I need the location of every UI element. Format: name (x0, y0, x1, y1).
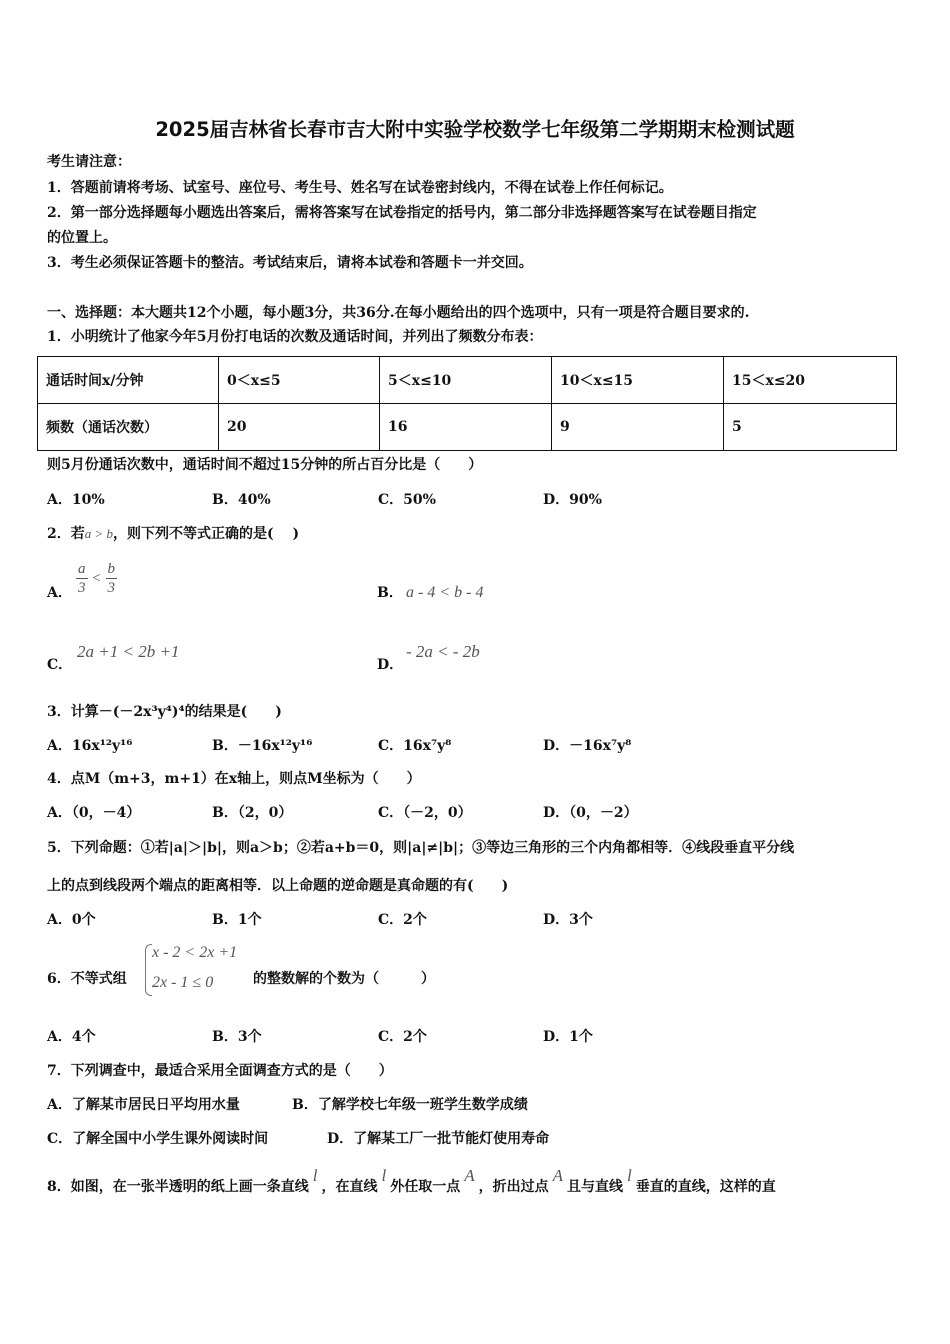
point-a-variable: A (552, 1166, 563, 1185)
q5-option-b[interactable]: B．1个 (212, 912, 262, 928)
q2-option-a-expr[interactable]: $\frac{a}{3}$ < $\frac{b}{3}$ (78, 561, 116, 596)
frequency-table (37, 356, 897, 451)
q5-stem-line2: 上的点到线段两个端点的距离相等．以上命题的逆命题是真命题的有( ) (47, 878, 509, 894)
q7-option-b[interactable]: B．了解学校七年级一班学生数学成绩 (292, 1097, 528, 1113)
table-row (38, 404, 897, 451)
q1-stem: 1．小明统计了他家今年5月份打电话的次数及通话时间，并列出了频数分布表： (47, 329, 543, 345)
q4-option-b[interactable]: B．（2，0） (212, 805, 293, 821)
q1-question: 则5月份通话次数中，通话时间不超过15分钟的所占百分比是（ ） (47, 457, 483, 473)
q3-stem: 3．计算－(－2x³y⁴)⁴的结果是( ) (47, 704, 282, 720)
section-heading: 一、选择题：本大题共12个小题，每小题3分，共36分.在每小题给出的四个选项中，只有一项是符合题目要求的. (47, 305, 750, 321)
q2-option-d-expr[interactable]: - 2a < - 2b (406, 642, 480, 661)
q2-option-b-expr[interactable]: a - 4 < b - 4 (406, 584, 484, 601)
q5-option-a[interactable]: A．0个 (47, 912, 96, 928)
q4-option-a[interactable]: A．（0，－4） (47, 805, 141, 821)
fraction: $\frac{b}{3}$ (107, 561, 116, 596)
q2-option-b-label[interactable]: B． (377, 585, 403, 601)
q6-stem-post: 的整数解的个数为（ ） (253, 971, 435, 987)
table-cell: 频数（通话次数） (38, 404, 219, 451)
q2-condition: a > b (84, 526, 114, 541)
q3-option-d[interactable]: D．－16x⁷y⁸ (543, 738, 632, 754)
q1-option-b[interactable]: B．40% (212, 492, 271, 508)
q6-stem-pre: 6．不等式组 (47, 971, 127, 987)
table-cell: 9 (552, 404, 724, 451)
q2-stem-pre: 2．若 (47, 526, 85, 542)
q7-stem: 7．下列调查中，最适合采用全面调查方式的是（ ） (47, 1063, 393, 1079)
notice-heading: 考生请注意： (47, 154, 131, 170)
q1-option-d[interactable]: D．90% (543, 492, 602, 508)
line-l-variable: l (312, 1166, 318, 1185)
q8-stem: 8．如图，在一张半透明的纸上画一条直线l，在直线l外任取一点A，折出过点A且与直线l垂直的直线，这样的直 (47, 1166, 776, 1195)
q4-stem: 4．点M（m+3，m+1）在x轴上，则点M坐标为（ ） (47, 771, 421, 787)
table-cell: 0＜x≤5 (219, 357, 380, 404)
q6-inequality-2: 2x - 1 ≤ 0 (152, 974, 214, 991)
q6-option-a[interactable]: A．4个 (47, 1029, 96, 1045)
point-a-variable: A (464, 1166, 475, 1185)
notice-item-2: 2．第一部分选择题每小题选出答案后，需将答案写在试卷指定的括号内，第二部分非选择题答案写在试卷题目指定 (47, 205, 757, 221)
q2-stem-post: ，则下列不等式正确的是( ) (113, 526, 300, 542)
q6-option-b[interactable]: B．3个 (212, 1029, 262, 1045)
table-cell: 5 (724, 404, 897, 451)
notice-item-3: 3．考生必须保证答题卡的整洁。考试结束后，请将本试卷和答题卡一并交回。 (47, 255, 533, 271)
table-cell: 15＜x≤20 (724, 357, 897, 404)
q6-inequality-1: x - 2 < 2x +1 (152, 944, 238, 961)
q5-option-d[interactable]: D．3个 (543, 912, 593, 928)
q6-option-d[interactable]: D．1个 (543, 1029, 593, 1045)
table-cell: 通话时间x/分钟 (38, 357, 219, 404)
q2-option-c-label[interactable]: C． (47, 657, 73, 673)
q5-option-c[interactable]: C．2个 (378, 912, 427, 928)
q3-option-a[interactable]: A．16x¹²y¹⁶ (47, 738, 133, 754)
q7-option-a[interactable]: A．了解某市居民日平均用水量 (47, 1097, 240, 1113)
q2-stem (47, 525, 299, 543)
table-cell: 10＜x≤15 (552, 357, 724, 404)
q2-option-a-label[interactable]: A． (47, 585, 72, 601)
line-l-variable: l (381, 1166, 387, 1185)
page-title: 2025届吉林省长春市吉大附中实验学校数学七年级第二学期期末检测试题 (155, 118, 795, 141)
line-l-variable: l (627, 1166, 632, 1185)
brace (145, 944, 152, 996)
fraction: $\frac{a}{3}$ (78, 561, 86, 596)
q7-option-d[interactable]: D．了解某工厂一批节能灯使用寿命 (327, 1131, 550, 1147)
q4-option-d[interactable]: D．（0，－2） (543, 805, 638, 821)
table-header-row (38, 357, 897, 404)
notice-item-2-cont: 的位置上。 (47, 230, 117, 246)
table-cell: 5＜x≤10 (380, 357, 552, 404)
q6-option-c[interactable]: C．2个 (378, 1029, 427, 1045)
q4-option-c[interactable]: C．（－2，0） (378, 805, 472, 821)
q5-stem-line1: 5．下列命题：①若|a|＞|b|，则a＞b；②若a+b＝0，则|a|≠|b|；③等边三角形的三个内角都相等．④线段垂直平分线 (47, 840, 795, 856)
q2-option-c-expr[interactable]: 2a +1 < 2b +1 (77, 642, 180, 661)
q1-option-c[interactable]: C．50% (378, 492, 436, 508)
q2-option-d-label[interactable]: D． (377, 657, 404, 673)
table-cell: 16 (380, 404, 552, 451)
notice-item-1: 1．答题前请将考场、试室号、座位号、考生号、姓名写在试卷密封线内，不得在试卷上作任何标记。 (47, 180, 673, 196)
q7-option-c[interactable]: C．了解全国中小学生课外阅读时间 (47, 1131, 269, 1147)
q3-option-c[interactable]: C．16x⁷y⁸ (378, 738, 452, 754)
q1-option-a[interactable]: A．10% (47, 492, 105, 508)
q3-option-b[interactable]: B．－16x¹²y¹⁶ (212, 738, 313, 754)
table-cell: 20 (219, 404, 380, 451)
